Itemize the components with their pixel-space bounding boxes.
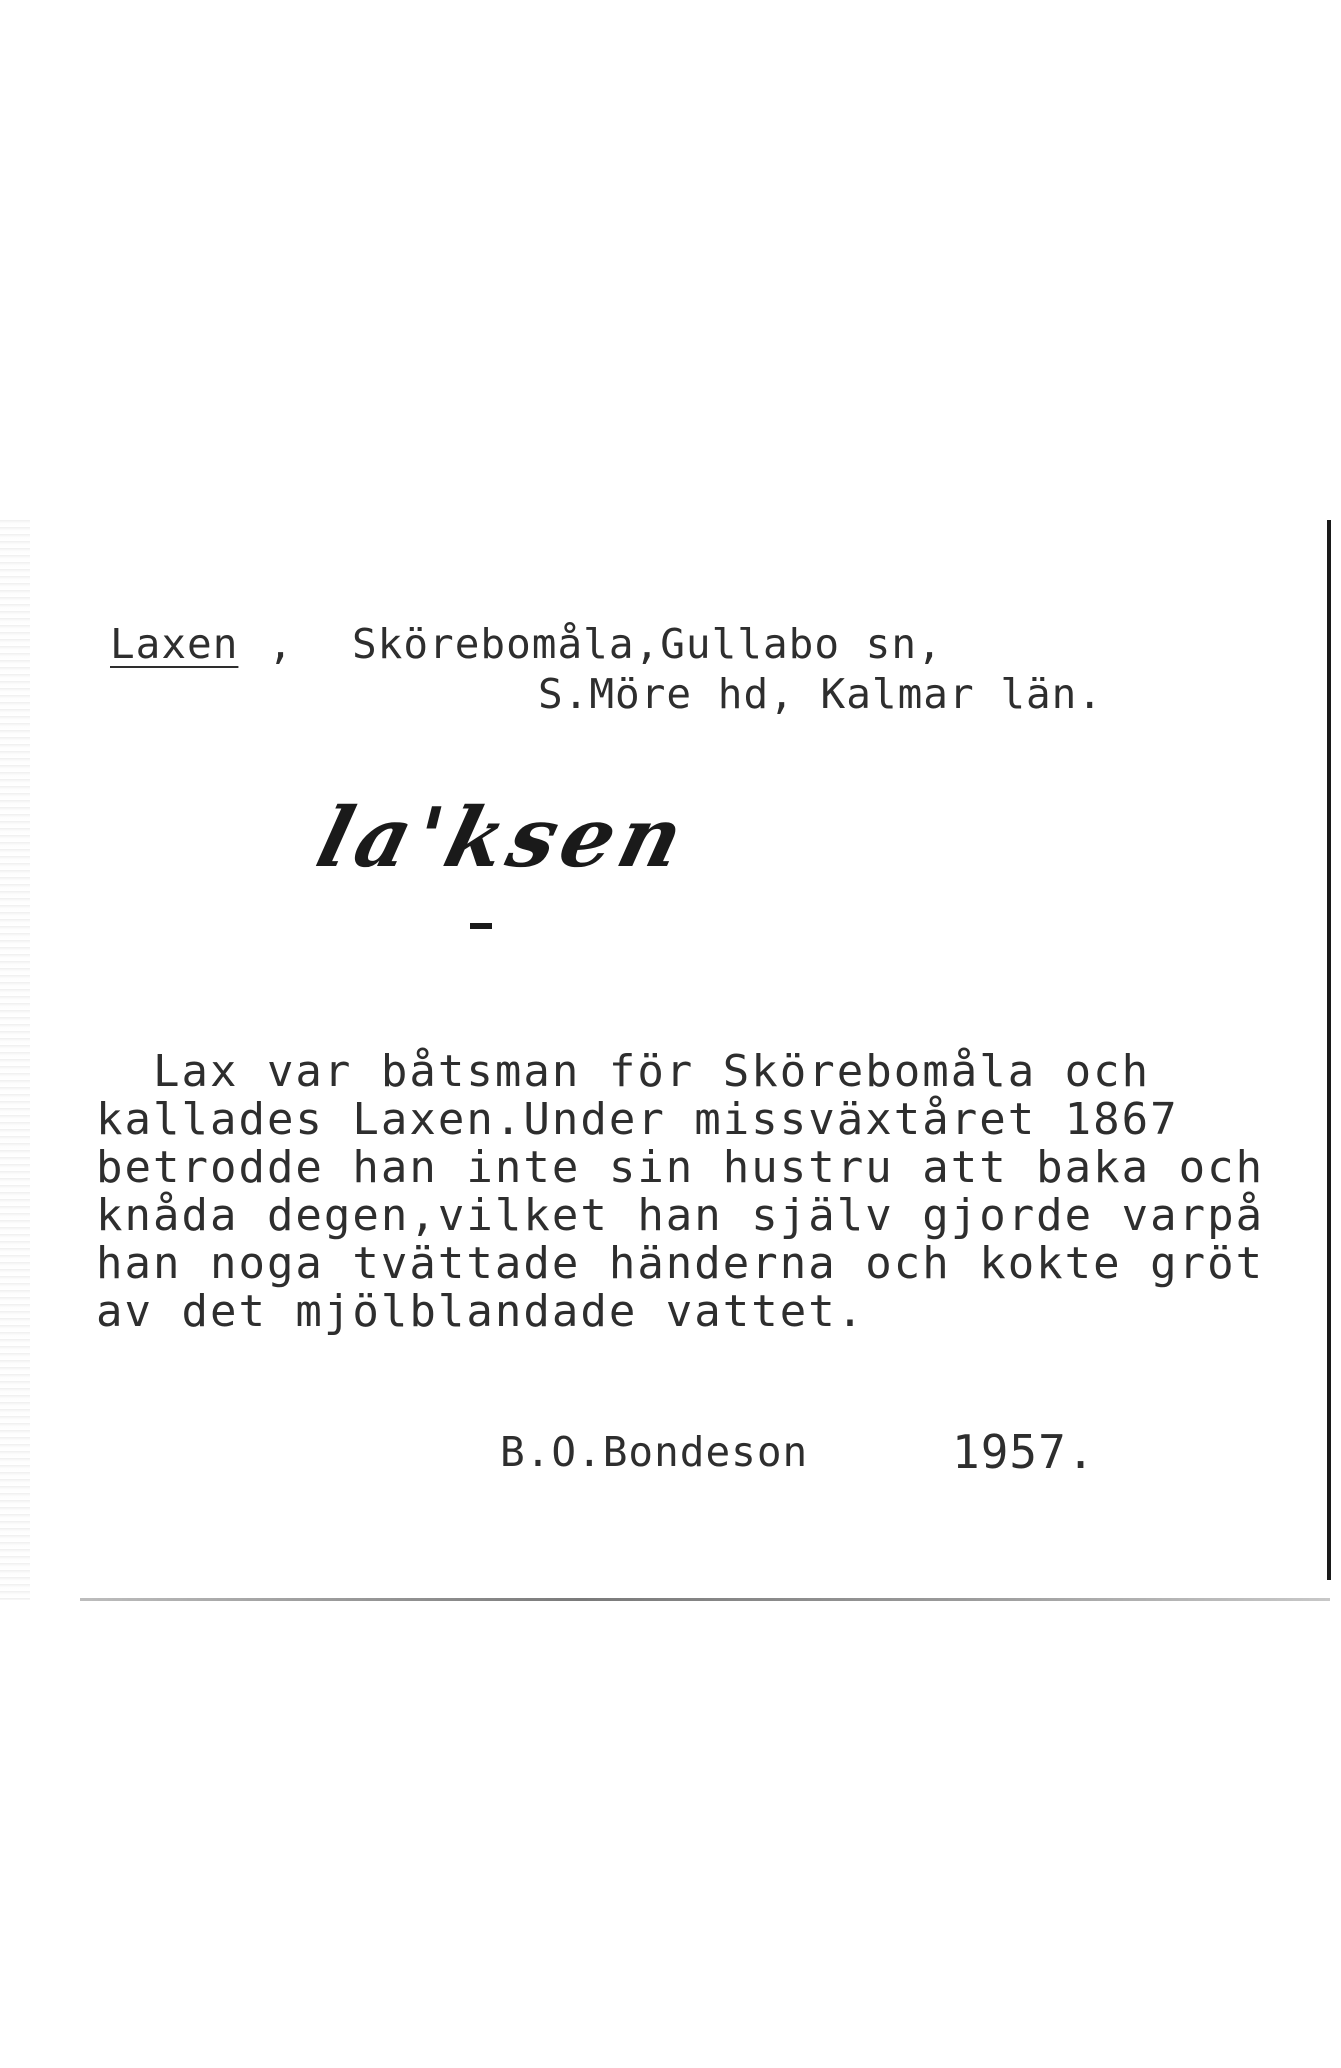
body-line-4: knåda degen,vilket han själv gjorde varpå [96, 1190, 1265, 1241]
card-bottom-edge [80, 1598, 1330, 1601]
collection-year: 1957. [952, 1425, 1096, 1479]
card-right-edge [1327, 520, 1331, 1580]
body-line-3: betrodde han inte sin hustru att baka och [96, 1142, 1265, 1193]
collector-name: B.O.Bondeson [500, 1428, 809, 1476]
body-line-1: Lax var båtsman för Skörebomåla och [96, 1046, 1151, 1097]
place-line-2: S.Möre hd, Kalmar län. [538, 670, 1104, 718]
pronunciation-stress-mark [470, 923, 492, 929]
body-line-6: av det mjölblandade vattet. [96, 1286, 866, 1337]
card-keyword: Laxen [110, 620, 239, 668]
handwritten-pronunciation: la'ksen [308, 790, 699, 886]
card-left-edge [0, 520, 30, 1600]
card-keyword-comma: , [268, 620, 294, 668]
place-line-1: Skörebomåla,Gullabo sn, [352, 620, 943, 668]
body-line-2: kallades Laxen.Under missväxtåret 1867 [96, 1094, 1179, 1145]
body-line-5: han noga tvättade händerna och kokte gröt [96, 1238, 1265, 1289]
